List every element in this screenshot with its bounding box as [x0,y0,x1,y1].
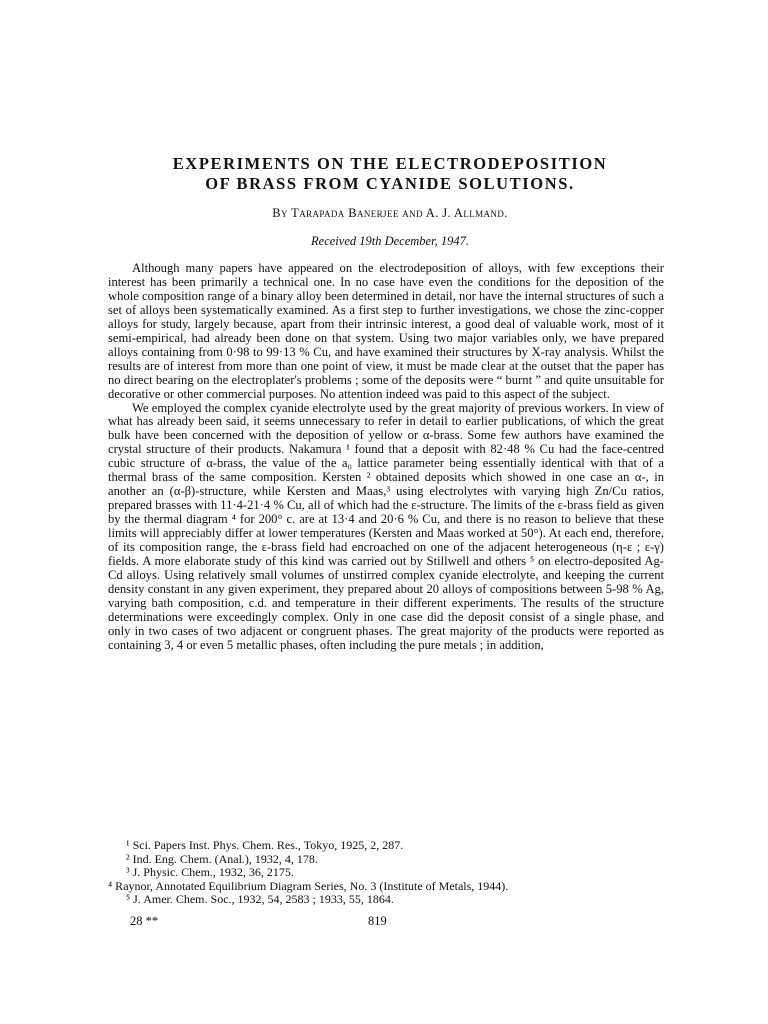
title-line-2: OF BRASS FROM CYANIDE SOLUTIONS. [205,174,575,193]
article-title [110,154,670,194]
paragraph-2: We employed the complex cyanide electrolyte used by the great majority of previous workers. In view of what has already been said, it seems unnecessary to refer in detail to earlier publications, of which the great bulk have been concerned with the deposition of yellow or α-brass. Some few authors have examined the crystal structure of their products. Nakamura ¹ found that a deposit with 82·48 % Cu had the face-centred cubic structure of α-brass, the value of the a₀ lattice parameter being essentially identical with that of a thermal brass of the same composition. Kersten ² obtained deposits which showed in one case an α-, in another an (α-β)-structure, while Kersten and Maas,³ using electrolytes with varying high Zn/Cu ratios, prepared brasses with 11·4-21·4 % Cu, all of which had the ε-structure. The limits of the ε-brass field as given by the thermal diagram ⁴ for 200° c. are at 13·4 and 20·6 % Cu, and there is no reason to believe that these limits will appreciably differ at lower temperatures (Kersten and Maas worked at 50°). At each end, therefore, of its composition range, the ε-brass field had encroached on one of the adjacent heterogeneous (η-ε ; ε-γ) fields. A more elaborate study of this kind was carried out by Stillwell and others ⁵ on electro-deposited Ag-Cd alloys. Using relatively small volumes of unstirred complex cyanide electrolyte, and keeping the current density constant in any given experiment, they prepared about 20 alloys of compositions between 5-98 % Ag, varying bath composition, c.d. and temperature in their different experiments. The results of the structure determinations were exceedingly complex. Only in one case did the deposit consist of a single phase, and only in two cases of two adjacent or congruent phases. The great majority of the products were reported as containing 3, 4 or even 5 metallic phases, often including the pure metals ; in addition, [108,400,664,652]
article-body [108,262,664,653]
footnote-2: ² Ind. Eng. Chem. (Anal.), 1932, 4, 178. [126,851,318,866]
received-date: Received 19th December, 1947. [311,234,469,248]
signature-mark: 28 ** [130,914,159,928]
author-byline: By Tarapada Banerjee and A. J. Allmand. [272,206,508,220]
footnote-4: ⁴ Raynor, Annotated Equilibrium Diagram Series, No. 3 (Institute of Metals, 1944). [108,878,509,893]
footnote-3: ³ J. Physic. Chem., 1932, 36, 2175. [126,865,294,880]
title-line-1: EXPERIMENTS ON THE ELECTRODEPOSITION [172,154,608,173]
footnote-1: ¹ Sci. Papers Inst. Phys. Chem. Res., Tokyo, 1925, 2, 287. [126,838,404,852]
footnote-5: ⁵ J. Amer. Chem. Soc., 1932, 54, 2583 ; 1933, 55, 1864. [126,892,394,907]
paragraph-1: Although many papers have appeared on the electrodeposition of alloys, with few exceptions their interest has been primarily a technical one. In no case have even the conditions for the deposition of the whole composition range of a binary alloy been determined in detail, nor have the internal structures of such a set of alloys been systematically examined. As a first step to further investigations, we chose the zinc-copper alloys for study, largely because, apart from their intrinsic interest, a good deal of valuable work, most of it semi-empirical, had already been done on that system. Using two major variables only, we have prepared alloys containing from 0·98 to 99·13 % Cu, and have examined their structures by X-ray analysis. Whilst the results are of interest from more than one point of view, it must be made clear at the outset that the paper has no direct bearing on the electroplater's problems ; some of the deposits were “ burnt ” and quite unsuitable for decorative or other commercial purposes. No attention indeed was paid to this aspect of the subject. [108,261,664,401]
footnotes [108,839,664,907]
page-number: 819 [368,914,387,928]
